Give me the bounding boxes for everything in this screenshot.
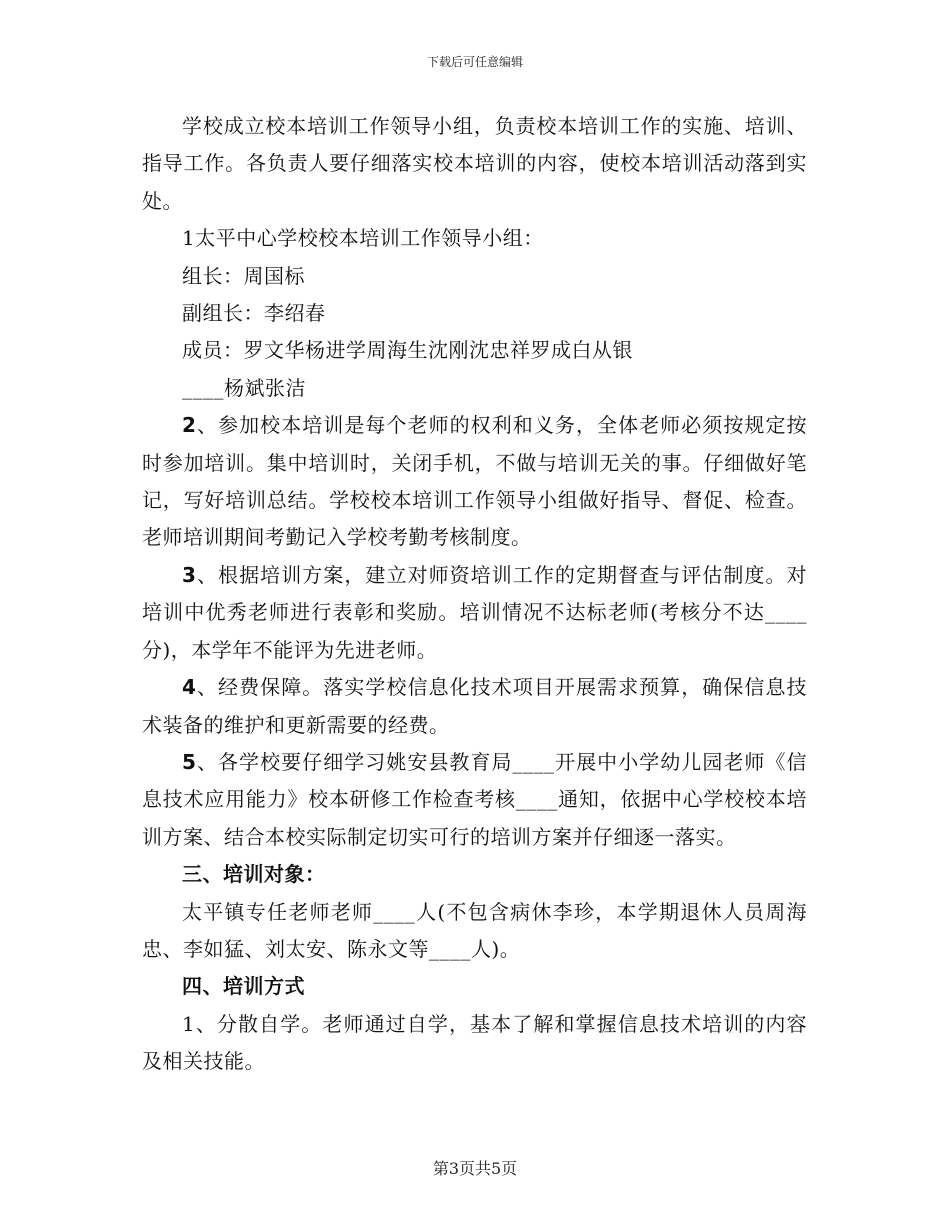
- paragraph: 1太平中心学校校本培训工作领导小组：: [182, 226, 544, 251]
- paragraph: [142, 669, 807, 744]
- paragraph: 组长：周国标: [182, 263, 305, 288]
- document-body: [142, 108, 807, 1081]
- paragraph-text: 、经费保障。落实学校信息化技术项目开展需求预算，确保信息技术装备的维护和更新需要的经费。: [142, 675, 807, 737]
- item-number: 2: [182, 413, 197, 438]
- item-number: 4: [182, 675, 197, 700]
- item-number: 3: [182, 562, 197, 587]
- paragraph: 1、分散自学。老师通过自学，基本了解和掌握信息技术培训的内容及相关技能。: [142, 1011, 807, 1074]
- paragraph: 太平镇专任老师老师____人(不包含病休李珍，本学期退休人员周海忠、李如猛、刘太安、陈永文等____人)。: [142, 899, 807, 961]
- section-heading: 四、培训方式: [182, 974, 305, 999]
- paragraph: 成员：罗文华杨进学周海生沈刚沈忠祥罗成白从银: [182, 338, 633, 363]
- paragraph: [142, 744, 807, 856]
- paragraph: [142, 557, 807, 669]
- paragraph: 副组长：李绍春: [182, 301, 326, 326]
- paragraph-text: 、参加校本培训是每个老师的权利和义务，全体老师必须按规定按时参加培训。集中培训时，关闭手机，不做与培训无关的事。仔细做好笔记，写好培训总结。学校校本培训工作领导小组做好指导、督促、检查。老师培训期间考勤记入学校考勤考核制度。: [142, 413, 807, 550]
- paragraph: 学校成立校本培训工作领导小组，负责校本培训工作的实施、培训、指导工作。各负责人要仔细落实校本培训的内容，使校本培训活动落到实处。: [142, 114, 807, 213]
- paragraph-text: 、根据培训方案，建立对师资培训工作的定期督查与评估制度。对培训中优秀老师进行表彰和奖励。培训情况不达标老师(考核分不达____分)，本学年不能评为先进老师。: [142, 562, 807, 662]
- page-header: 下载后可任意编辑: [426, 55, 523, 69]
- paragraph: ____杨斌张洁: [182, 375, 306, 400]
- item-number: 5: [182, 749, 197, 774]
- paragraph-text: 、各学校要仔细学习姚安县教育局____开展中小学幼儿园老师《信息技术应用能力》校本研修工作检查考核____通知，依据中心学校校本培训方案、结合本校实际制定切实可行的培训方案并仔细逐一落实。: [142, 749, 807, 849]
- section-heading: 三、培训对象：: [182, 862, 326, 887]
- page-footer: 第3页共5页: [432, 1159, 518, 1178]
- paragraph: [142, 407, 807, 557]
